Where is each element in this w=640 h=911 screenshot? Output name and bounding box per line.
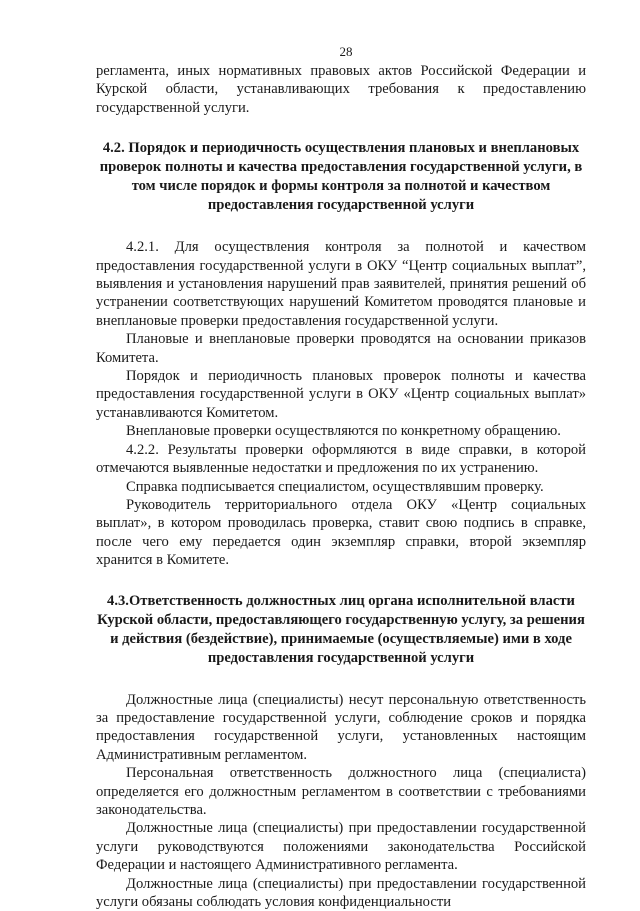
section-4-2-heading: 4.2. Порядок и периодичность осуществления плановых и внеплановых проверок полноты и качества предоставления государственной услуги, в том числе порядок и формы контроля за полнотой и качеством предоставления государственной услуги (99, 140, 583, 214)
paragraph-job-regulation: Персональная ответственность должностного лица (специалиста) определяется его должностным регламентом в соответствии с требованиями законодательства. (96, 765, 586, 818)
paragraph-legislation-guidance: Должностные лица (специалисты) при предоставлении государственной услуги руководствуются положениями законодательства Российской Федерации и настоящего Административного регламента. (96, 820, 586, 874)
paragraph-report-signature: Справка подписывается специалистом, осуществлявшим проверку. (126, 478, 544, 495)
spacer (96, 215, 586, 238)
paragraph-scheduled-checks: Плановые и внеплановые проверки проводятся на основании приказов Комитета. (96, 331, 586, 366)
spacer (96, 668, 586, 691)
paragraph-4-2-1: 4.2.1. Для осуществления контроля за полнотой и качеством предоставления государственной услуги в ОКУ “Центр социальных выплат”, выявления и установления нарушений прав заявителей, принятия решений об устранении соответствующих нарушений Комитетом проводятся плановые и внеплановые проверки предоставления государственной услуги. (96, 239, 586, 329)
paragraph-check-frequency: Порядок и периодичность плановых проверок полноты и качества предоставления государственной услуги в ОКУ «Центр социальных выплат» устанавливаются Комитетом. (96, 368, 586, 421)
paragraph-personal-responsibility: Должностные лица (специалисты) несут персональную ответственность за предоставление государственной услуги, соблюдение сроков и порядка предоставления государственной услуги, установленных настоящим Административным регламентом. (96, 691, 586, 763)
paragraph-4-2-2: 4.2.2. Результаты проверки оформляются в виде справки, в которой отмечаются выявленные недостатки и предложения по их устранению. (96, 441, 586, 477)
paragraph-confidentiality: Должностные лица (специалисты) при предоставлении государственной услуги обязаны соблюдать условия конфиденциальности (96, 875, 586, 910)
intro-paragraph: регламента, иных нормативных правовых актов Российской Федерации и Курской области, устанавливающих требования к предоставлению государственной услуги. (96, 63, 586, 116)
section-4-3-heading: 4.3.Ответственность должностных лиц органа исполнительной власти Курской области, предоставляющего государственную услугу, за решения и действия (бездействие), принимаемые (осуществляемые) ими в ходе предоставления государственной услуги (97, 592, 585, 666)
spacer (96, 117, 586, 139)
paragraph-unscheduled-checks: Внеплановые проверки осуществляются по конкретному обращению. (126, 423, 561, 440)
page-number: 28 (339, 44, 353, 59)
spacer (96, 570, 586, 592)
paragraph-department-head: Руководитель территориального отдела ОКУ «Центр социальных выплат», в котором проводилась проверка, ставит свою подпись в справке, после чего ему передается один экземпляр справки, второй экземпляр хранится в Комитете. (96, 496, 586, 569)
